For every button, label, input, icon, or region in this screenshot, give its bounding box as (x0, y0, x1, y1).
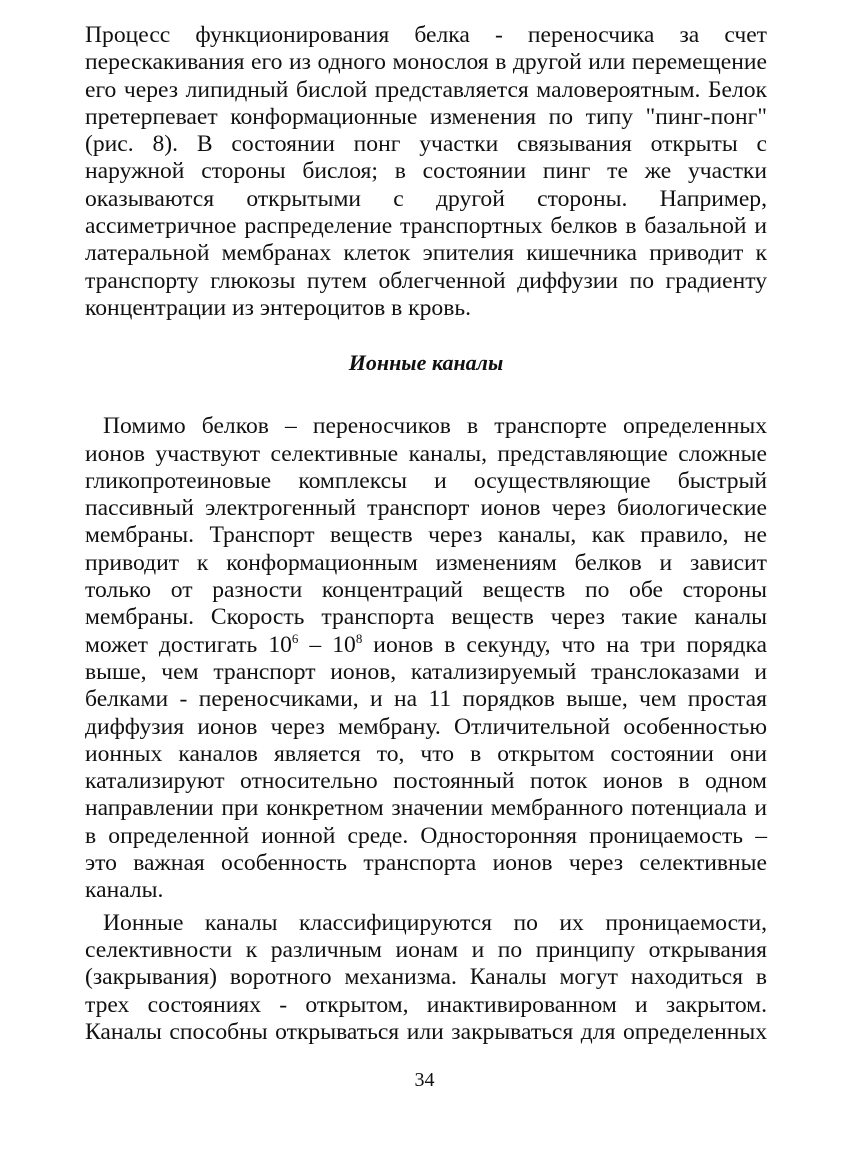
paragraph-carrier-protein: Процесс функционирования белка - переносчика за счет перескакивания его из одного монослоя в другой или перемещение его через липидный бислой представляется маловероятным. Белок претерпевает конформационные изменения по типу "пинг-понг" (рис. 8). В состоянии понг участки связывания открыты с наружной стороны бислоя; в состоянии пинг те же участки оказываются открытыми с другой стороны. Например, ассиметричное распределение транспортных белков в базальной и латеральной мембранах клеток эпителия кишечника приводит к транспорту глюкозы путем облегченной диффузии по градиенту концентрации из энтероцитов в кровь. (85, 22, 767, 321)
paragraph-channel-classification: Ионные каналы классифицируются по их проницаемости, селективности к различным ионам и по принципу открывания (закрывания) воротного механизма. Каналы могут находиться в трех состояниях - открытом, инактивированном и закрытом. Каналы способны открываться или закрываться для определенных (85, 909, 767, 1045)
page-body (85, 22, 767, 1046)
paragraph-text: – 10 (298, 631, 356, 658)
paragraph-text: ионов в секунду, что на три порядка выше, чем транспорт ионов, катализируемый транслоказами и белками - переносчиками, и на 11 порядков выше, чем простая диффузия ионов через мембрану. Отличительной особенностью ионных каналов является то, что в открытом состоянии они катализируют относительно постоянный поток ионов в одном направлении при конкретном значении мембранного потенциала и в определенной ионной среде. Односторонняя проницаемость – это важная особенность транспорта ионов через селективные каналы. (85, 631, 767, 904)
paragraph-ion-channels (85, 413, 767, 904)
spacer (85, 376, 767, 413)
exponent: 8 (355, 630, 363, 646)
page-number: 34 (414, 1069, 435, 1091)
exponent: 6 (291, 630, 299, 646)
spacer (85, 322, 767, 349)
paragraph-text: Помимо белков – переносчиков в транспорте определенных ионов участвуют селективные каналы, представляющие сложные гликопротеиновые комплексы и осуществляющие быстрый пассивный электрогенный транспорт ионов через биологические мембраны. Транспорт веществ через каналы, как правило, не приводит к конформационным изменениям белков и зависит только от разности концентраций веществ по обе стороны мембраны. Скорость транспорта веществ через такие каналы может достигать 10 (85, 413, 767, 658)
section-heading: Ионные каналы (348, 350, 504, 376)
